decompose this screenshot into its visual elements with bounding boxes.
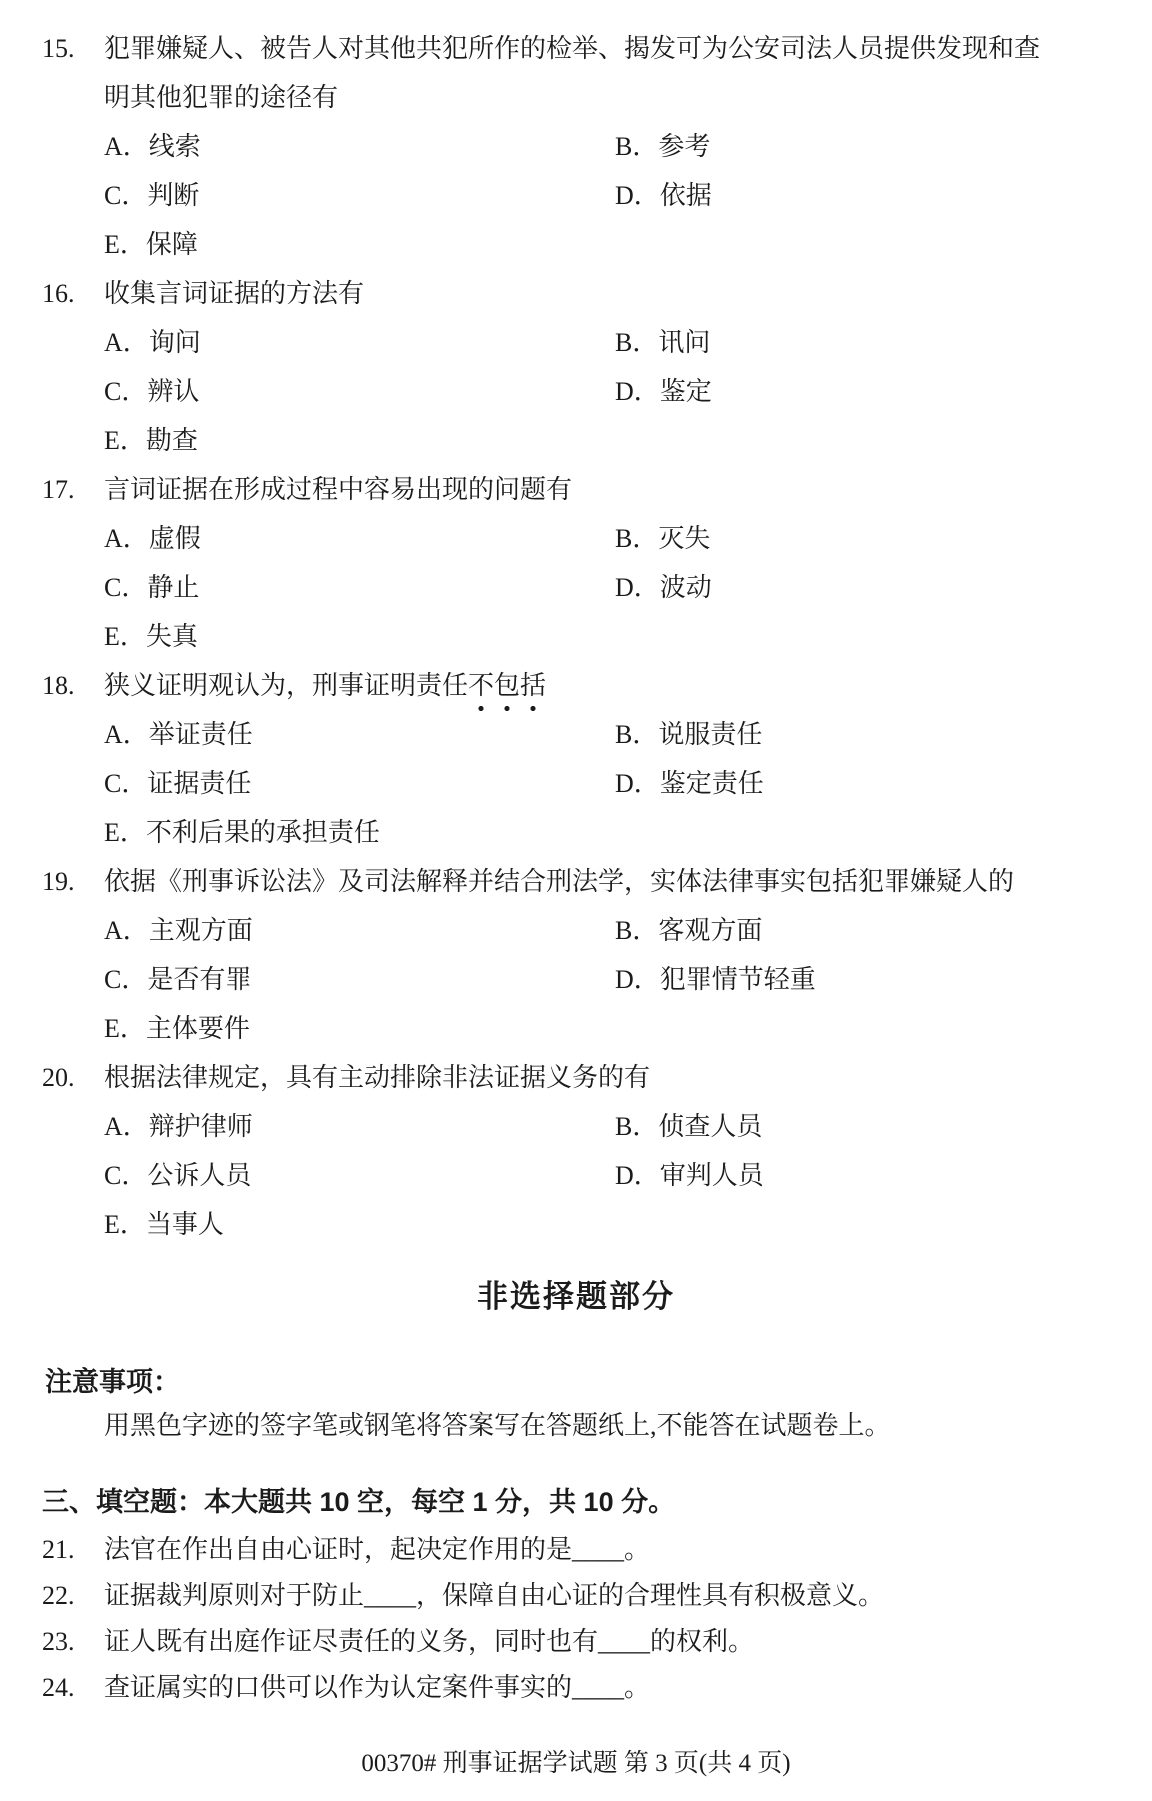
option-a: A．主观方面 bbox=[104, 916, 253, 945]
options-grid bbox=[104, 1102, 1152, 1249]
question-text: 法官在作出自由心证时，起决定作用的是____。 bbox=[104, 1535, 651, 1564]
option-b: B．参考 bbox=[615, 132, 711, 161]
option-e: E．失真 bbox=[104, 622, 198, 651]
option-b: B．说服责任 bbox=[615, 720, 763, 749]
page-footer: 00370# 刑事证据学试题 第 3 页(共 4 页) bbox=[361, 1750, 791, 1777]
option-e: E．勘查 bbox=[104, 426, 198, 455]
options-grid bbox=[104, 122, 1152, 269]
option-e: E．当事人 bbox=[104, 1210, 224, 1239]
option-c: C．静止 bbox=[104, 573, 200, 602]
question-number: 23. bbox=[42, 1627, 75, 1656]
fill-in-heading: 三、填空题：本大题共 10 空，每空 1 分，共 10 分。 bbox=[42, 1487, 676, 1517]
options-grid bbox=[104, 906, 1152, 1053]
question-text: 证人既有出庭作证尽责任的义务，同时也有____的权利。 bbox=[104, 1627, 755, 1656]
question-18 bbox=[0, 661, 1152, 857]
question-line bbox=[0, 269, 1152, 318]
options-grid bbox=[104, 318, 1152, 465]
fill-question-22 bbox=[0, 1573, 1152, 1619]
question-text: 根据法律规定，具有主动排除非法证据义务的有 bbox=[104, 1063, 651, 1092]
question-line bbox=[0, 465, 1152, 514]
question-number: 20. bbox=[42, 1063, 75, 1092]
question-number: 22. bbox=[42, 1581, 75, 1610]
option-b: B．灭失 bbox=[615, 524, 711, 553]
question-15 bbox=[0, 24, 1152, 269]
option-a: A．辩护律师 bbox=[104, 1112, 253, 1141]
question-number: 18. bbox=[42, 671, 75, 700]
question-number: 16. bbox=[42, 279, 75, 308]
question-text bbox=[104, 661, 546, 710]
option-c: C．证据责任 bbox=[104, 769, 252, 798]
fill-question-21 bbox=[0, 1527, 1152, 1573]
fill-question-24 bbox=[0, 1665, 1152, 1711]
question-number: 15. bbox=[42, 34, 75, 63]
option-b: B．客观方面 bbox=[615, 916, 763, 945]
question-line bbox=[0, 24, 1152, 122]
question-text: 收集言词证据的方法有 bbox=[104, 279, 365, 308]
option-d: D．依据 bbox=[615, 181, 712, 210]
question-text: 查证属实的口供可以作为认定案件事实的____。 bbox=[104, 1673, 651, 1702]
option-a: A．询问 bbox=[104, 328, 201, 357]
question-line bbox=[0, 1053, 1152, 1102]
question-17 bbox=[0, 465, 1152, 661]
notes-title: 注意事项： bbox=[45, 1367, 180, 1397]
option-b: B．侦查人员 bbox=[615, 1112, 763, 1141]
question-line bbox=[0, 857, 1152, 906]
question-number: 17. bbox=[42, 475, 75, 504]
option-a: A．虚假 bbox=[104, 524, 201, 553]
question-number: 24. bbox=[42, 1673, 75, 1702]
options-grid bbox=[104, 710, 1152, 857]
option-b: B．讯问 bbox=[615, 328, 711, 357]
question-text-emphasized: 不包括 bbox=[468, 661, 546, 710]
option-c: C．辨认 bbox=[104, 377, 200, 406]
option-e: E．保障 bbox=[104, 230, 198, 259]
notes-body: 用黑色字迹的签字笔或钢笔将答案写在答题纸上,不能答在试题卷上。 bbox=[104, 1411, 891, 1440]
question-number: 19. bbox=[42, 867, 75, 896]
option-a: A．举证责任 bbox=[104, 720, 253, 749]
question-text: 言词证据在形成过程中容易出现的问题有 bbox=[104, 475, 573, 504]
option-e: E．主体要件 bbox=[104, 1014, 250, 1043]
option-c: C．判断 bbox=[104, 181, 200, 210]
question-text: 证据裁判原则对于防止____，保障自由心证的合理性具有积极意义。 bbox=[104, 1581, 885, 1610]
option-c: C．公诉人员 bbox=[104, 1161, 252, 1190]
option-a: A．线索 bbox=[104, 132, 201, 161]
question-line bbox=[0, 661, 1152, 710]
options-grid bbox=[104, 514, 1152, 661]
question-20 bbox=[0, 1053, 1152, 1249]
question-number: 21. bbox=[42, 1535, 75, 1564]
option-d: D．鉴定责任 bbox=[615, 769, 764, 798]
section-title: 非选择题部分 bbox=[477, 1279, 675, 1314]
question-text: 犯罪嫌疑人、被告人对其他共犯所作的检举、揭发可为公安司法人员提供发现和查明其他犯罪的途径有 bbox=[104, 34, 1041, 112]
option-d: D．鉴定 bbox=[615, 377, 712, 406]
option-d: D．犯罪情节轻重 bbox=[615, 965, 816, 994]
fill-question-23 bbox=[0, 1619, 1152, 1665]
question-text-prefix: 狭义证明观认为，刑事证明责任 bbox=[104, 671, 469, 700]
option-c: C．是否有罪 bbox=[104, 965, 252, 994]
option-e: E．不利后果的承担责任 bbox=[104, 818, 380, 847]
option-d: D．波动 bbox=[615, 573, 712, 602]
option-d: D．审判人员 bbox=[615, 1161, 764, 1190]
question-16 bbox=[0, 269, 1152, 465]
question-text: 依据《刑事诉讼法》及司法解释并结合刑法学，实体法律事实包括犯罪嫌疑人的 bbox=[104, 867, 1015, 896]
question-19 bbox=[0, 857, 1152, 1053]
